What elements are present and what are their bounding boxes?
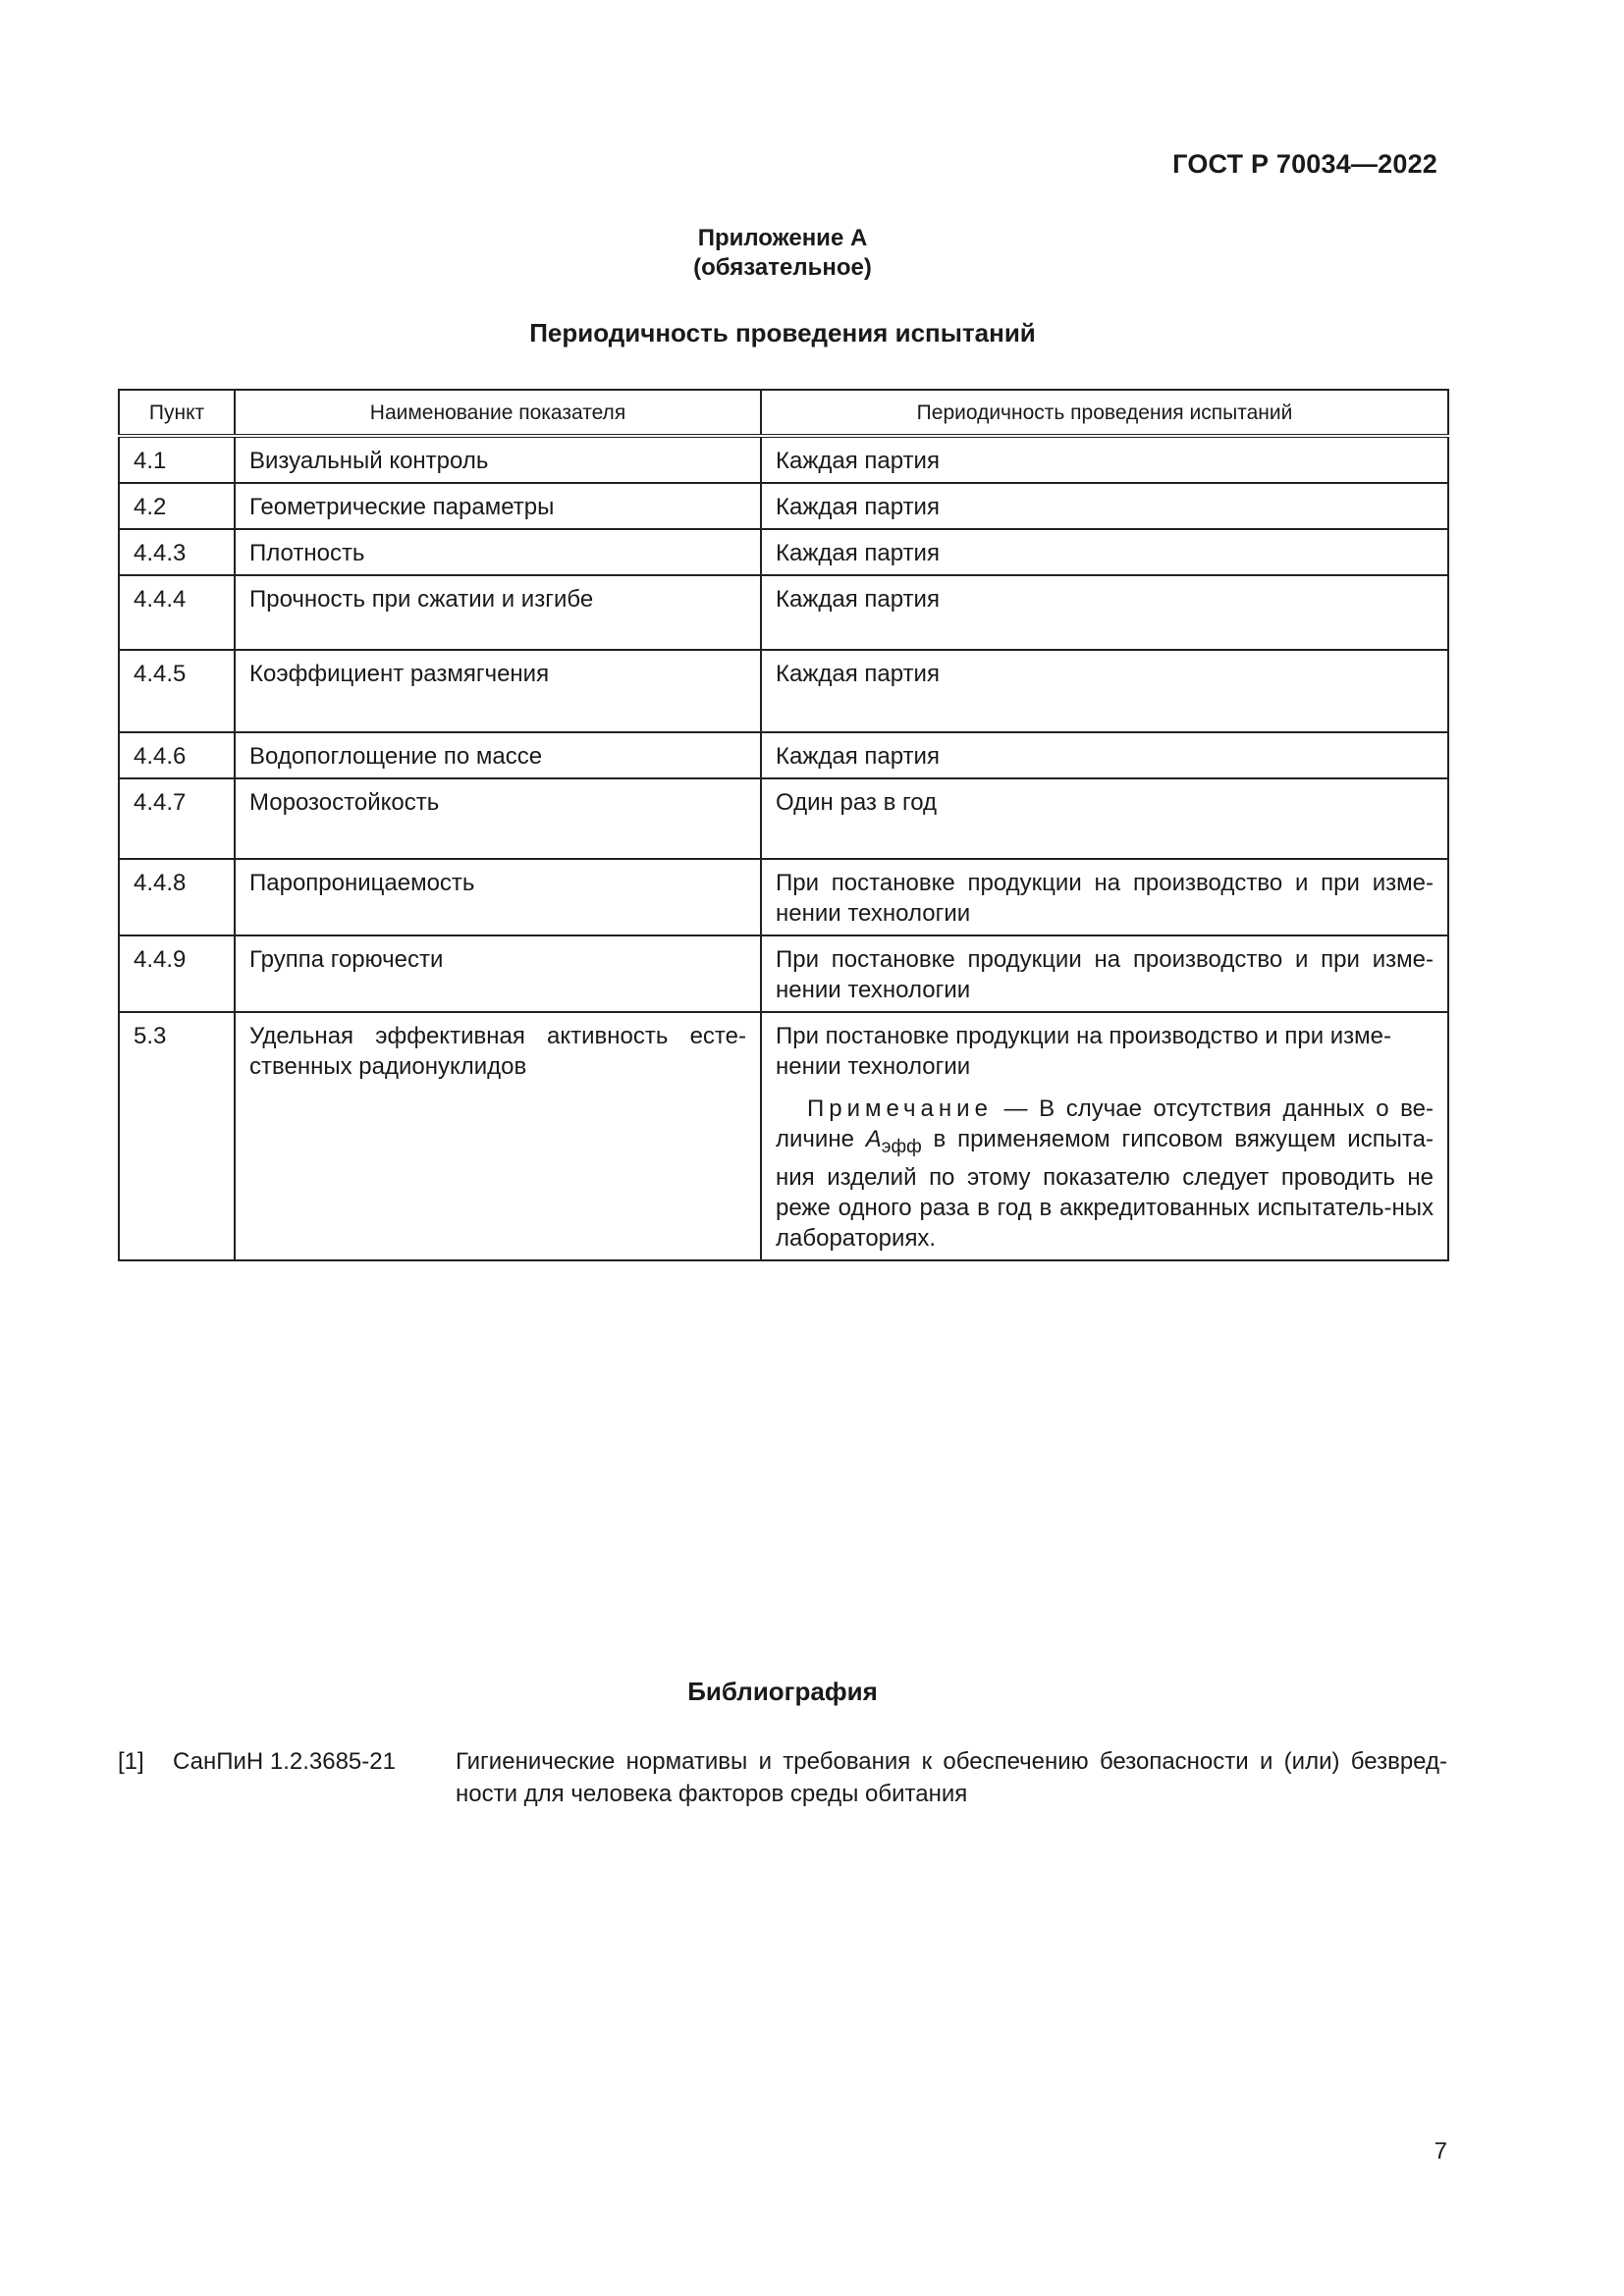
cell-period: Один раз в год — [761, 778, 1448, 859]
cell-period: Каждая партия — [761, 732, 1448, 778]
header-period: Периодичность проведения испытаний — [761, 390, 1448, 436]
cell-period: При постановке продукции на производство и при изме-нении технологии — [761, 859, 1448, 935]
appendix-status: (обязательное) — [693, 254, 872, 281]
table-row — [119, 935, 1448, 1012]
note-subscript: эфф — [881, 1137, 922, 1157]
table-header-row — [119, 390, 1448, 436]
cell-name: Водопоглощение по массе — [235, 732, 761, 778]
period-text: При постановке продукции на производство и при изме-нении технологии — [776, 1023, 1392, 1080]
cell-period: Каждая партия — [761, 529, 1448, 575]
page-number: 7 — [1434, 2138, 1447, 2164]
header-name: Наименование показателя — [235, 390, 761, 436]
cell-point: 4.2 — [119, 483, 235, 529]
cell-name: Морозостойкость — [235, 778, 761, 859]
note-symbol: А — [865, 1126, 882, 1152]
table-row — [119, 529, 1448, 575]
cell-period: При постановке продукции на производство и при изме-нении технологии — [761, 935, 1448, 1012]
appendix-title: Приложение А — [697, 225, 868, 251]
cell-period: Каждая партия — [761, 483, 1448, 529]
cell-name: Паропроницаемость — [235, 859, 761, 935]
bibliography-number: [1] — [118, 1748, 144, 1775]
table-row — [119, 575, 1448, 650]
table-note — [776, 1094, 1434, 1254]
cell-point: 4.4.6 — [119, 732, 235, 778]
cell-period-with-note — [761, 1012, 1448, 1260]
cell-point: 4.4.8 — [119, 859, 235, 935]
table-row — [119, 732, 1448, 778]
cell-name: Прочность при сжатии и изгибе — [235, 575, 761, 650]
cell-point: 4.4.4 — [119, 575, 235, 650]
header-point: Пункт — [119, 390, 235, 436]
cell-point: 4.4.7 — [119, 778, 235, 859]
table-row — [119, 859, 1448, 935]
cell-name: Удельная эффективная активность есте-ственных радионуклидов — [235, 1012, 761, 1260]
periodicity-table — [118, 389, 1449, 1261]
table-row — [119, 650, 1448, 732]
note-text-after: в применяемом гипсовом вяжущем испыта-ния изделий по этому показателю следует проводить не реже одного раза в год в аккредитованных испытатель-ных лабораториях. — [776, 1126, 1434, 1252]
table-row — [119, 778, 1448, 859]
appendix-heading — [0, 224, 1565, 283]
cell-point: 4.4.5 — [119, 650, 235, 732]
cell-period: Каждая партия — [761, 650, 1448, 732]
table-row — [119, 1012, 1448, 1260]
cell-name: Визуальный контроль — [235, 436, 761, 483]
cell-point: 5.3 — [119, 1012, 235, 1260]
note-label: Примечание — [807, 1095, 993, 1122]
cell-name: Плотность — [235, 529, 761, 575]
cell-point: 4.1 — [119, 436, 235, 483]
cell-name: Геометрические параметры — [235, 483, 761, 529]
cell-name: Группа горючести — [235, 935, 761, 1012]
cell-period: Каждая партия — [761, 436, 1448, 483]
table-row — [119, 483, 1448, 529]
bibliography-title: Библиография — [687, 1677, 878, 1706]
cell-name: Коэффициент размягчения — [235, 650, 761, 732]
cell-point: 4.4.3 — [119, 529, 235, 575]
section-title: Периодичность проведения испытаний — [529, 318, 1036, 347]
note-text-before: — В случае отсутствия данных о ве-личине — [776, 1095, 1434, 1152]
document-code: ГОСТ Р 70034—2022 — [1172, 149, 1437, 179]
bibliography-text: Гигиенические нормативы и требования к обеспечению безопасности и (или) безвред-ности для человека факторов среды обитания — [456, 1748, 1447, 1807]
cell-point: 4.4.9 — [119, 935, 235, 1012]
bibliography-code: СанПиН 1.2.3685-21 — [173, 1748, 396, 1775]
cell-period: Каждая партия — [761, 575, 1448, 650]
table-row — [119, 436, 1448, 483]
